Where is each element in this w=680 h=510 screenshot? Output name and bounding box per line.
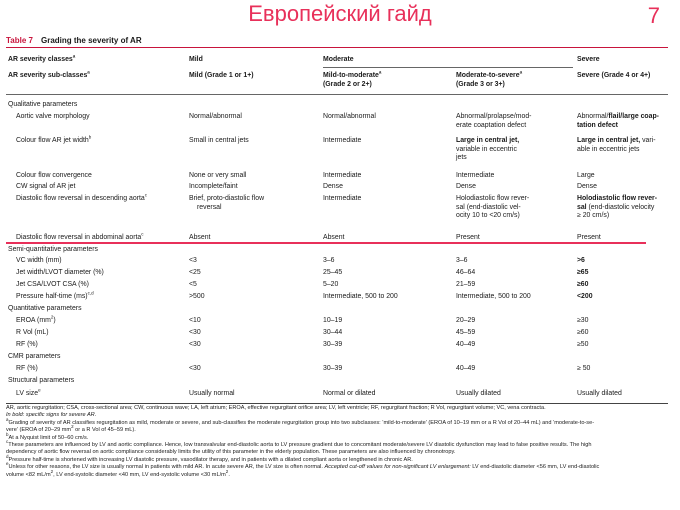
table-footnotes xyxy=(6,405,670,479)
sub-mts: Moderate-to-severe$^a$ (Grade 3 or 3+) xyxy=(456,69,523,88)
slide-title: Европейский гайд xyxy=(248,1,432,26)
header-rule xyxy=(6,94,668,95)
table-bottom-rule xyxy=(6,403,668,404)
footnote-a: $^a$Grading of severity of AR classifies regurgitation as mild, moderate or severe, and sub-classifies the moderate regurgitation group into two subclasses: ‘mild-to-moderate’ (EROA of 10–19 mm or a R Vol of 20–44 mL) and ‘moderate-to-se- vere’ (EROA of 20–29 $mm^2$ or a R Vol of 45–59 mL). xyxy=(6,416,595,434)
table-label: Table 7 xyxy=(6,36,33,45)
page-number: 7 xyxy=(647,3,660,28)
col-moderate: Moderate xyxy=(323,56,354,63)
table-title: Grading the severity of AR xyxy=(40,36,142,45)
footnote-d: $^d$Pressure half-time is shortened with increasing LV diastolic pressure, vasodilator therapy, and in patients with a dilated compliant aorta or lengthened in chronic AR. xyxy=(6,453,413,463)
col-severe: Severe xyxy=(577,56,600,63)
slide-header xyxy=(0,0,680,34)
sub-severe: Severe (Grade 4 or 4+) xyxy=(577,72,651,79)
footnote-bold: In bold: specific signs for severe AR. xyxy=(6,412,97,419)
footnote-c: $^c$These parameters are influenced by LV and aortic compliance. Hence, low transvalvular end-diastolic aorta to LV pressure gradient due to concomitant moderate/severe LV diastolic dysfunction may lead to false positive results. The high dependency of aortic flow reversal on aortic compliance considerably limits the utility of this parameter in the elderly population. These parameters are also influenced by chronotropy. xyxy=(6,439,592,456)
subclasses-header: AR severity sub-classes$^a$ xyxy=(8,69,90,79)
highlight-line xyxy=(6,242,646,244)
classes-header: AR severity classes$^a$ xyxy=(8,53,76,63)
table-caption xyxy=(6,36,142,45)
footnote-b: $^b$At a Nyquist limit of 50–60 cm/s. xyxy=(6,431,89,441)
table-top-rule xyxy=(6,47,668,48)
footnote-e: $^e$Unless for other reasons, the LV size is usually normal in patients with mild AR. In acute severe AR, the LV size is often normal. Accepted cut-off values for non-significant LV enlargement: LV end-diastolic diameter <56 mm, LV end-diastolic volume <82 $mL/m^2$, LV end-systolic diameter <40 mm, LV end-systolic volume <30 $mL/m^2$. xyxy=(6,461,600,478)
footnote-abbrev: AR, aortic regurgitation; CSA, cross-sectional area; CW, continuous wave; LA, left atrium; EROA, effective regurgitant orifice area; LV, left ventricle; RF, regurgitant fraction; R Vol, regurgitant volume; VC, vena contracta. xyxy=(6,405,546,411)
sub-mild: Mild (Grade 1 or 1+) xyxy=(189,72,254,79)
moderate-span-rule xyxy=(323,67,573,68)
sub-mtm: Mild-to-moderate$^a$ (Grade 2 or 2+) xyxy=(323,69,382,88)
col-mild: Mild xyxy=(189,56,203,63)
